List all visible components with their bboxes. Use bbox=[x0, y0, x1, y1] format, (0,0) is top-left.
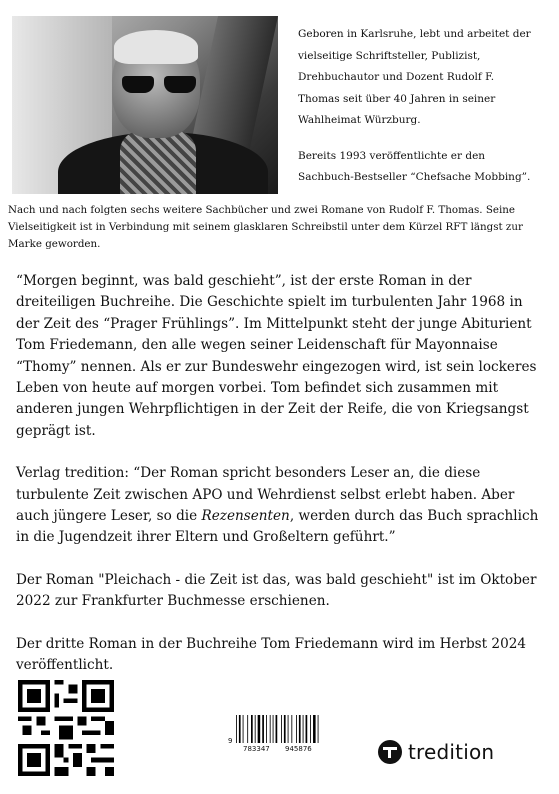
qr-code bbox=[18, 680, 114, 776]
book-description bbox=[16, 271, 543, 698]
bio-paragraph: Geboren in Karlsruhe, lebt und arbeitet der vielseitige Schriftsteller, Publizist, Drehbuchautor und Dozent Rudolf F. Thomas seit über 40 Jahren in seiner Wahlheimat Würzburg. bbox=[298, 28, 531, 126]
description-paragraph: “Morgen beginnt, was bald geschieht”, ist der erste Roman in der dreiteiligen Buchreihe. Die Geschichte spielt im turbulenten Jahr 1968 in der Zeit des “Prager Frühlings”. Im Mittelpunkt steht der junge Abiturient Tom Friedemann, den alle wegen seiner Leidenschaft für Mayonnaise “Thomy” nennen. Als er zur Bundeswehr eingezogen wird, ist sein lockeres Leben von heute auf morgen vorbei. Tom befindet sich zusammen mit anderen jungen Wehrpflichtigen in der Zeit der Reife, die von Kriegsangst geprägt ist. bbox=[16, 273, 537, 439]
publisher-logo-text: tredition bbox=[408, 740, 495, 764]
publisher-quote: Verlag tredition: “Der Roman spricht besonders Leser an, die diese turbulente Zeit zwischen APO und Wehrdienst selbst erlebt haben. Aber auch jüngere Leser, so die Rezensenten, werden durch das Buch sprachlich in die Jugendzeit ihrer Eltern und Großeltern geführt.” bbox=[16, 465, 539, 546]
bio-continuation: Nach und nach folgten sechs weitere Sachbücher und zwei Romane von Rudolf F. Thomas. Seine Vielseitigkeit ist in Verbindung mit seinem glasklaren Schreibstil unter dem Kürzel RFT längst zur Marke geworden. bbox=[8, 204, 523, 250]
barcode-digit-lead: 9 bbox=[228, 737, 233, 745]
author-bio bbox=[298, 24, 538, 189]
author-photo bbox=[12, 16, 278, 194]
barcode-bars bbox=[236, 715, 321, 743]
isbn-barcode bbox=[228, 715, 321, 753]
barcode-digits-left: 783347 bbox=[243, 745, 270, 753]
bio-paragraph: Bereits 1993 veröffentlichte er den Sachbuch-Bestseller “Chefsache Mobbing”. bbox=[298, 149, 531, 183]
description-paragraph: Der dritte Roman in der Buchreihe Tom Friedemann wird im Herbst 2024 veröffentlicht. bbox=[16, 635, 527, 674]
barcode-digits-right: 945876 bbox=[285, 745, 312, 753]
emphasis-text: Rezensenten bbox=[201, 508, 290, 525]
description-paragraph: Der Roman "Pleichach - die Zeit ist das, was bald geschieht" ist im Oktober 2022 zur Frankfurter Buchmesse erschienen. bbox=[16, 571, 537, 610]
tredition-logo-icon bbox=[378, 740, 402, 764]
